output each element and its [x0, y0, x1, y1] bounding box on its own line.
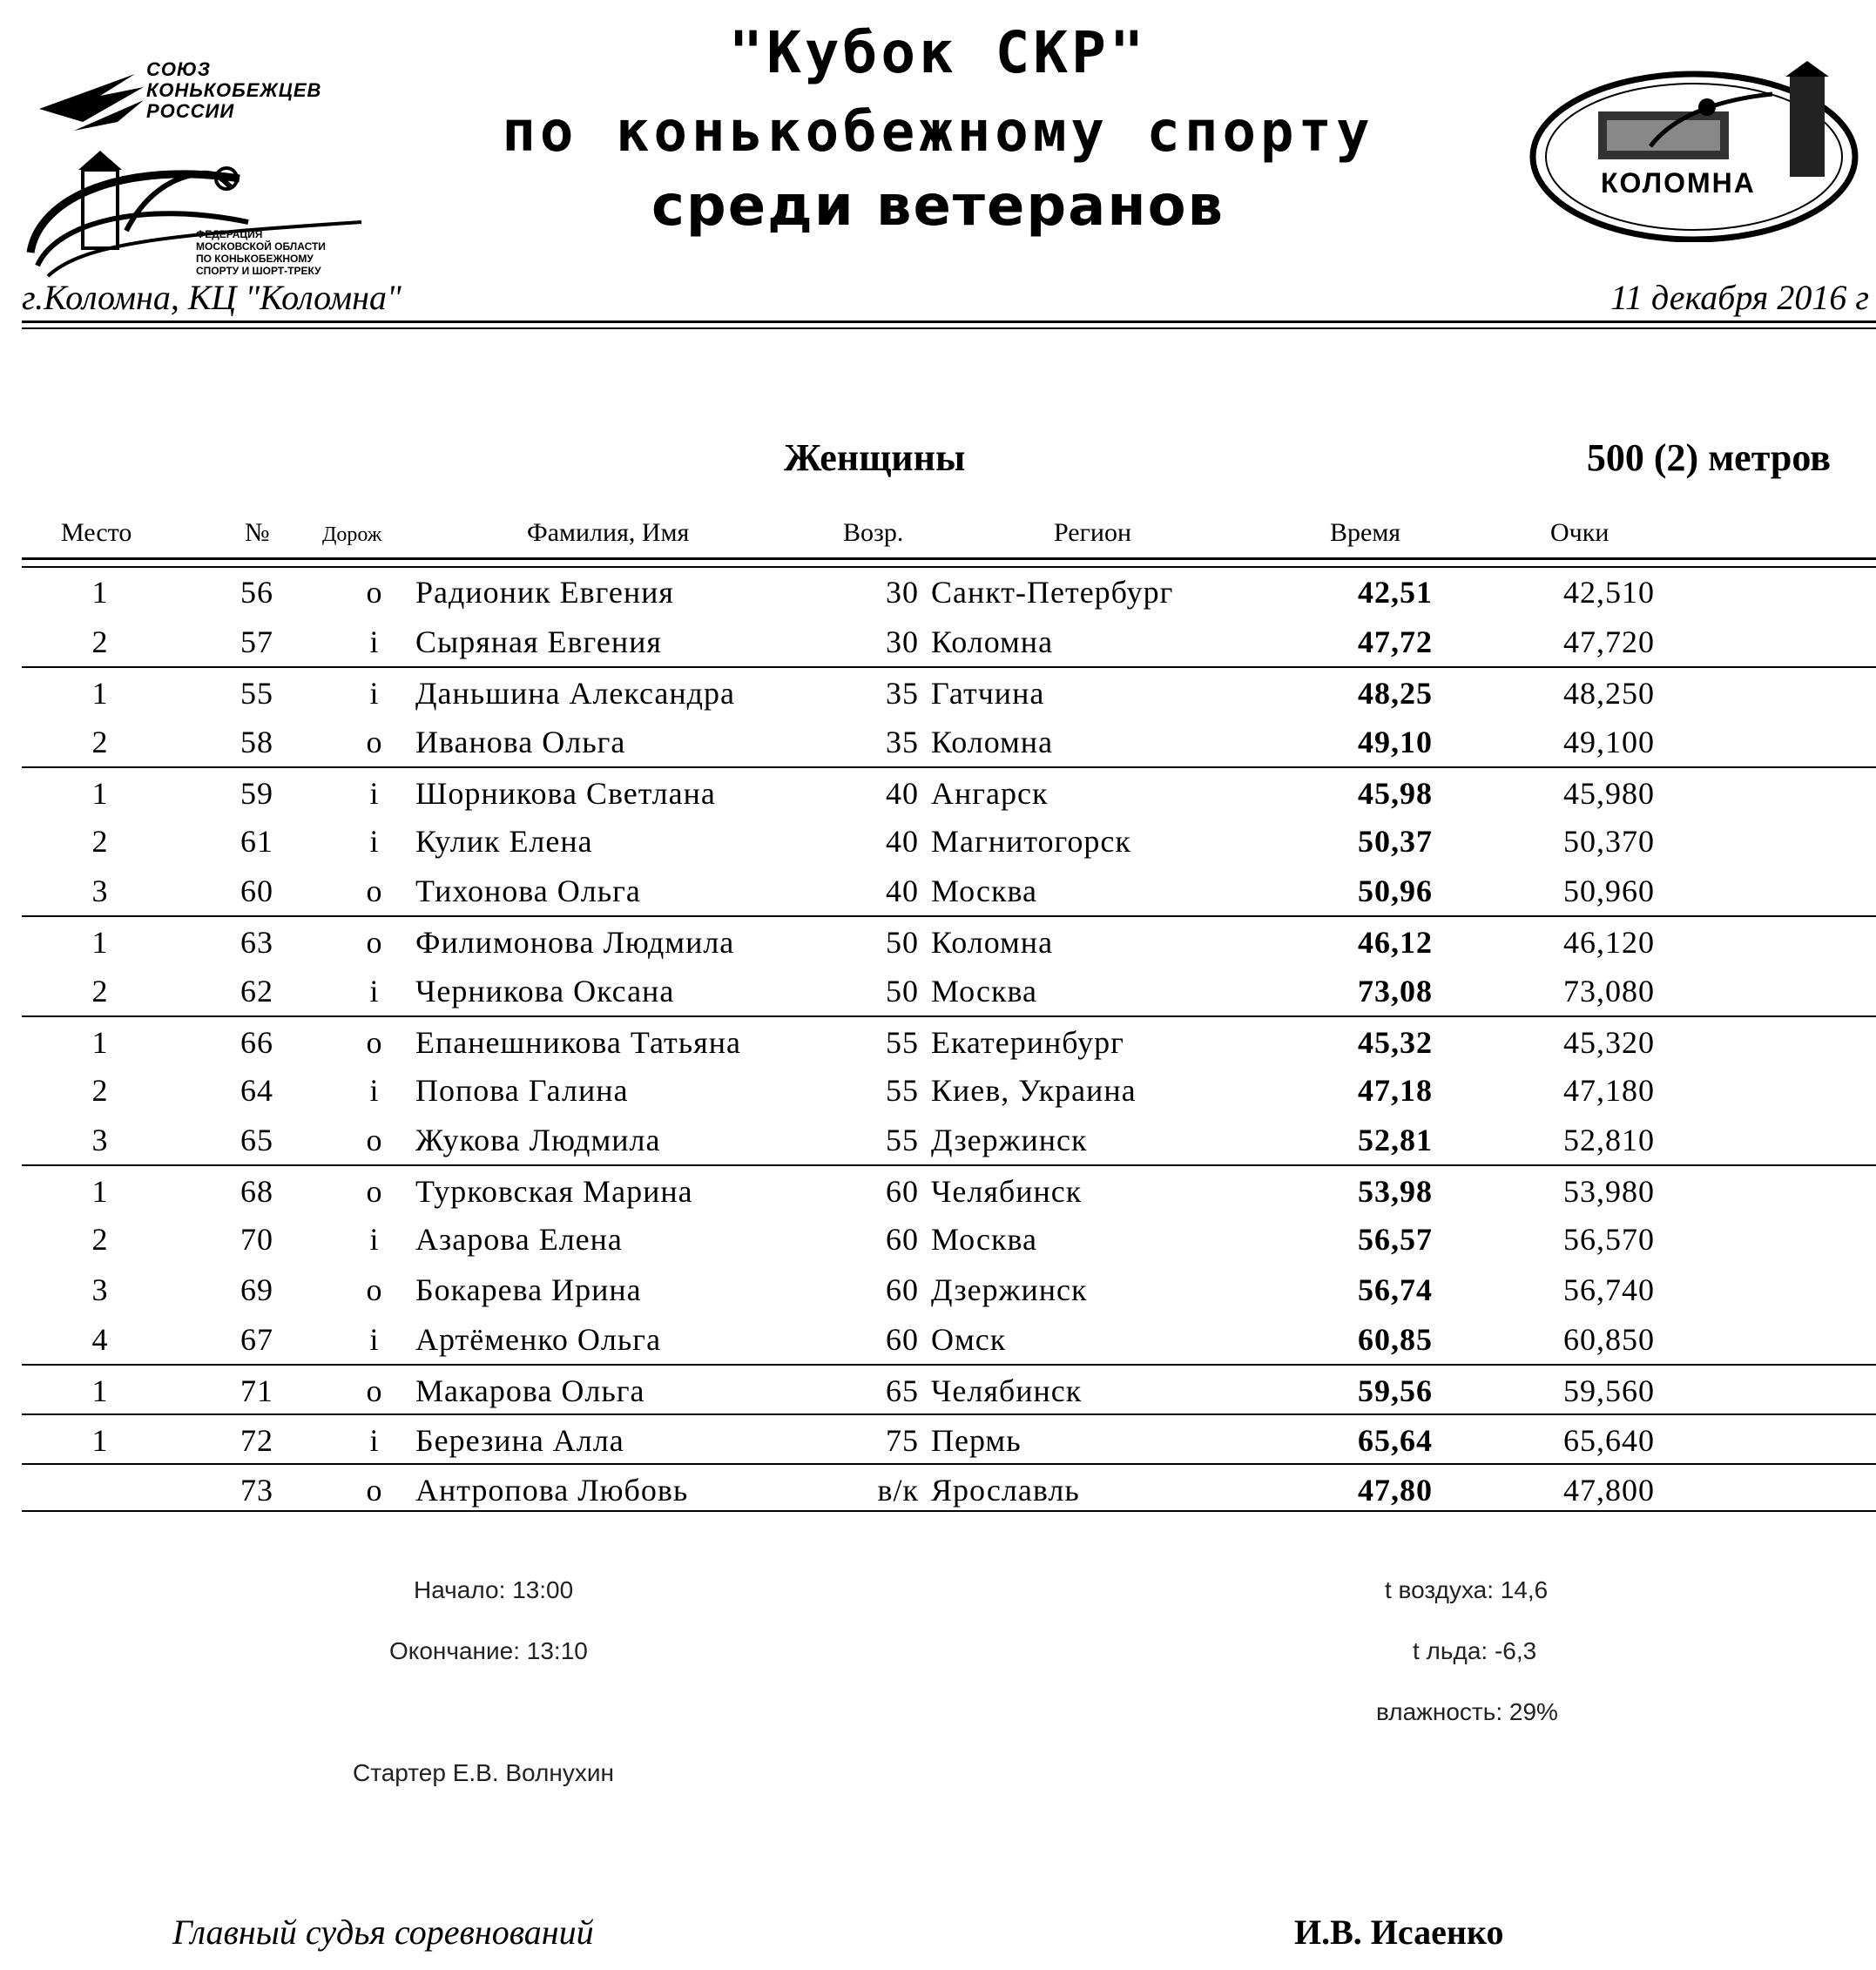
chief-judge-name: И.В. Исаенко	[1294, 1913, 1504, 1952]
cell-place: 3	[91, 1272, 109, 1307]
cell-number: 63	[240, 925, 273, 961]
cell-place: 2	[91, 1072, 109, 1108]
cell-time: 50,37	[1358, 823, 1433, 859]
header-divider	[22, 320, 1876, 323]
air-temperature: t воздуха: 14,6	[1385, 1576, 1549, 1603]
table-row	[22, 1364, 1876, 1413]
cell-points: 42,510	[1563, 575, 1655, 610]
cell-age: 35	[886, 724, 919, 759]
humidity: влажность: 29%	[1376, 1698, 1558, 1725]
header-name: Фамилия, Имя	[527, 518, 690, 547]
cell-lane: o	[366, 1473, 383, 1508]
cell-lane: i	[369, 1321, 380, 1357]
cell-place: 1	[91, 1423, 109, 1459]
event-date: 11 декабря 2016 г	[1609, 278, 1869, 317]
header-place: Место	[61, 518, 132, 547]
cell-age: в/к	[877, 1473, 919, 1508]
cell-points: 48,250	[1563, 676, 1655, 712]
cell-region: Москва	[931, 1222, 1037, 1258]
cell-region: Пермь	[931, 1423, 1022, 1459]
cell-place: 2	[91, 1222, 109, 1258]
cell-number: 69	[240, 1272, 273, 1307]
table-row	[22, 1164, 1876, 1214]
cell-lane: i	[369, 676, 380, 712]
chief-judge-label: Главный судья соревнований	[172, 1913, 594, 1952]
cell-points: 73,080	[1563, 973, 1655, 1009]
cell-place: 2	[91, 724, 109, 759]
cell-number: 66	[240, 1024, 273, 1060]
title-line-3: среди ветеранов	[651, 174, 1225, 239]
cell-age: 35	[886, 676, 919, 712]
cell-place: 2	[91, 624, 109, 660]
federation-text-line: МОСКОВСКОЙ ОБЛАСТИ	[196, 240, 326, 253]
cell-age: 40	[886, 775, 919, 811]
cell-points: 49,100	[1563, 724, 1655, 759]
cell-age: 55	[886, 1123, 919, 1158]
header-age: Возр.	[843, 518, 904, 547]
cell-time: 47,80	[1358, 1473, 1433, 1508]
cell-time: 47,72	[1358, 624, 1433, 660]
cell-place: 1	[91, 1174, 109, 1210]
table-row	[22, 1065, 1876, 1115]
cell-time: 65,64	[1358, 1423, 1433, 1459]
table-row	[22, 1214, 1876, 1264]
cell-name: Шорникова Светлана	[415, 775, 716, 811]
cell-time: 56,74	[1358, 1272, 1433, 1307]
cell-age: 30	[886, 624, 919, 660]
cell-place: 4	[91, 1321, 109, 1357]
cell-region: Москва	[931, 874, 1037, 909]
cell-lane: i	[369, 1222, 380, 1258]
cell-name: Макарова Ольга	[415, 1373, 645, 1408]
cell-number: 64	[240, 1072, 273, 1108]
cell-age: 55	[886, 1072, 919, 1108]
table-row	[22, 617, 1876, 666]
venue-text: г.Коломна, КЦ "Коломна"	[22, 278, 402, 317]
cell-points: 59,560	[1563, 1373, 1655, 1408]
cell-time: 48,25	[1358, 676, 1433, 712]
cell-region: Ярославль	[931, 1473, 1080, 1508]
cell-points: 50,960	[1563, 874, 1655, 909]
table-row	[22, 915, 1876, 965]
cell-points: 60,850	[1563, 1321, 1655, 1357]
cell-time: 46,12	[1358, 925, 1433, 961]
cell-region: Челябинск	[931, 1174, 1083, 1210]
cell-number: 70	[240, 1222, 273, 1258]
cell-time: 45,98	[1358, 775, 1433, 811]
header-divider	[22, 327, 1876, 329]
cell-age: 60	[886, 1321, 919, 1357]
cell-number: 60	[240, 874, 273, 909]
cell-points: 46,120	[1563, 925, 1655, 961]
cell-name: Сыряная Евгения	[415, 624, 662, 660]
end-time: Окончание: 13:10	[389, 1637, 588, 1664]
cell-time: 50,96	[1358, 874, 1433, 909]
cell-time: 53,98	[1358, 1174, 1433, 1210]
cell-points: 53,980	[1563, 1174, 1655, 1210]
results-table-header	[22, 518, 1876, 553]
cell-points: 47,180	[1563, 1072, 1655, 1108]
cell-name: Артёменко Ольга	[415, 1321, 662, 1357]
cell-points: 56,570	[1563, 1222, 1655, 1258]
cell-time: 60,85	[1358, 1321, 1433, 1357]
cell-lane: i	[369, 624, 380, 660]
cell-name: Филимонова Людмила	[415, 925, 735, 961]
cell-place: 1	[91, 775, 109, 811]
cell-age: 75	[886, 1423, 919, 1459]
cell-name: Кулик Елена	[415, 823, 593, 859]
cell-region: Москва	[931, 973, 1037, 1009]
table-row	[22, 866, 1876, 915]
cell-region: Киев, Украина	[931, 1072, 1137, 1108]
cell-lane: o	[366, 1123, 383, 1158]
cell-lane: i	[369, 823, 380, 859]
table-row	[22, 1015, 1876, 1065]
cell-points: 50,370	[1563, 823, 1655, 859]
skr-text-line: КОНЬКОБЕЖЦЕВ	[146, 79, 322, 101]
cell-number: 57	[240, 624, 273, 660]
federation-text-line: СПОРТУ И ШОРТ-ТРЕКУ	[196, 265, 321, 277]
title-line-2: по конькобежному спорту	[502, 100, 1374, 165]
cell-region: Коломна	[931, 624, 1054, 660]
cell-place: 2	[91, 973, 109, 1009]
title-line-1: "Кубок СКР"	[728, 19, 1148, 86]
federation-text-line: ПО КОНЬКОБЕЖНОМУ	[196, 253, 314, 265]
cell-region: Гатчина	[931, 676, 1045, 712]
cell-region: Омск	[931, 1321, 1007, 1357]
cell-age: 60	[886, 1174, 919, 1210]
table-bottom-divider	[22, 1510, 1876, 1512]
cell-time: 49,10	[1358, 724, 1433, 759]
cell-number: 72	[240, 1423, 273, 1459]
cell-lane: o	[366, 1373, 383, 1408]
header-number: №	[245, 518, 270, 547]
start-time: Начало: 13:00	[414, 1576, 574, 1603]
cell-age: 30	[886, 575, 919, 610]
cell-place: 1	[91, 575, 109, 610]
cell-name: Бокарева Ирина	[415, 1272, 642, 1307]
cell-number: 59	[240, 775, 273, 811]
cell-lane: i	[369, 1423, 380, 1459]
cell-time: 47,18	[1358, 1072, 1433, 1108]
cell-name: Азарова Елена	[415, 1222, 623, 1258]
table-row	[22, 666, 1876, 716]
cell-points: 45,980	[1563, 775, 1655, 811]
cell-name: Черникова Оксана	[415, 973, 675, 1009]
cell-age: 50	[886, 973, 919, 1009]
cell-number: 61	[240, 823, 273, 859]
cell-name: Жукова Людмила	[415, 1123, 661, 1158]
cell-age: 55	[886, 1024, 919, 1060]
cell-number: 68	[240, 1174, 273, 1210]
ice-temperature: t льда: -6,3	[1413, 1637, 1537, 1664]
cell-lane: i	[369, 1072, 380, 1108]
header-points: Очки	[1550, 518, 1609, 547]
table-row	[22, 1314, 1876, 1364]
cell-region: Челябинск	[931, 1373, 1083, 1408]
cell-place: 1	[91, 925, 109, 961]
cell-age: 60	[886, 1272, 919, 1307]
cell-points: 47,800	[1563, 1473, 1655, 1508]
cell-name: Попова Галина	[415, 1072, 629, 1108]
distance-heading: 500 (2) метров	[1586, 436, 1831, 479]
table-row	[22, 717, 1876, 766]
cell-age: 65	[886, 1373, 919, 1408]
cell-lane: o	[366, 575, 383, 610]
cell-age: 50	[886, 925, 919, 961]
table-row	[22, 816, 1876, 866]
table-row	[22, 766, 1876, 816]
cell-name: Епанешникова Татьяна	[415, 1024, 741, 1060]
cell-name: Березина Алла	[415, 1423, 624, 1459]
cell-lane: o	[366, 1024, 383, 1060]
cell-time: 59,56	[1358, 1373, 1433, 1408]
kolomna-logo	[1528, 59, 1868, 242]
cell-name: Тихонова Ольга	[415, 874, 641, 909]
category-heading: Женщины	[784, 436, 966, 479]
cell-number: 65	[240, 1123, 273, 1158]
cell-lane: o	[366, 724, 383, 759]
starter-name: Стартер Е.В. Волнухин	[353, 1759, 614, 1786]
header-time: Время	[1330, 518, 1401, 547]
cell-place: 1	[91, 676, 109, 712]
skr-text-line: РОССИИ	[146, 100, 235, 122]
cell-number: 73	[240, 1473, 273, 1508]
cell-place: 3	[91, 1123, 109, 1158]
cell-age: 40	[886, 823, 919, 859]
cell-number: 67	[240, 1321, 273, 1357]
cell-name: Радионик Евгения	[415, 575, 674, 610]
cell-region: Санкт-Петербург	[931, 575, 1174, 610]
cell-region: Дзержинск	[931, 1123, 1088, 1158]
cell-lane: o	[366, 925, 383, 961]
cell-time: 73,08	[1358, 973, 1433, 1009]
cell-region: Дзержинск	[931, 1272, 1088, 1307]
cell-place: 3	[91, 874, 109, 909]
header-region: Регион	[1054, 518, 1132, 547]
table-row	[22, 966, 1876, 1015]
cell-time: 56,57	[1358, 1222, 1433, 1258]
cell-number: 55	[240, 676, 273, 712]
cell-number: 62	[240, 973, 273, 1009]
cell-lane: i	[369, 775, 380, 811]
cell-points: 56,740	[1563, 1272, 1655, 1307]
cell-name: Антропова Любовь	[415, 1473, 689, 1508]
cell-age: 40	[886, 874, 919, 909]
cell-name: Турковская Марина	[415, 1174, 693, 1210]
cell-lane: o	[366, 874, 383, 909]
table-row	[22, 1265, 1876, 1314]
skr-text-line: СОЮЗ	[146, 58, 212, 80]
table-row	[22, 567, 1876, 617]
cell-lane: o	[366, 1174, 383, 1210]
cell-name: Даньшина Александра	[415, 676, 735, 712]
table-row	[22, 1413, 1876, 1463]
cell-number: 71	[240, 1373, 273, 1408]
cell-points: 45,320	[1563, 1024, 1655, 1060]
cell-points: 65,640	[1563, 1423, 1655, 1459]
cell-number: 56	[240, 575, 273, 610]
cell-time: 52,81	[1358, 1123, 1433, 1158]
cell-number: 58	[240, 724, 273, 759]
cell-place: 1	[91, 1024, 109, 1060]
federation-text-line: ФЕДЕРАЦИЯ	[196, 228, 263, 240]
cell-time: 45,32	[1358, 1024, 1433, 1060]
kolomna-logo-text: КОЛОМНА	[1601, 167, 1756, 199]
cell-place: 2	[91, 823, 109, 859]
cell-place: 1	[91, 1373, 109, 1408]
cell-lane: o	[366, 1272, 383, 1307]
cell-region: Коломна	[931, 925, 1054, 961]
cell-region: Екатеринбург	[931, 1024, 1124, 1060]
cell-time: 42,51	[1358, 575, 1433, 610]
cell-name: Иванова Ольга	[415, 724, 626, 759]
table-header-divider	[22, 557, 1876, 560]
table-row	[22, 1463, 1876, 1513]
cell-age: 60	[886, 1222, 919, 1258]
cell-region: Магнитогорск	[931, 823, 1131, 859]
header-lane: Дорож	[322, 523, 382, 546]
cell-region: Ангарск	[931, 775, 1049, 811]
cell-lane: i	[369, 973, 380, 1009]
table-row	[22, 1115, 1876, 1164]
cell-points: 47,720	[1563, 624, 1655, 660]
results-table-body	[22, 567, 1876, 1514]
cell-region: Коломна	[931, 724, 1054, 759]
cell-points: 52,810	[1563, 1123, 1655, 1158]
